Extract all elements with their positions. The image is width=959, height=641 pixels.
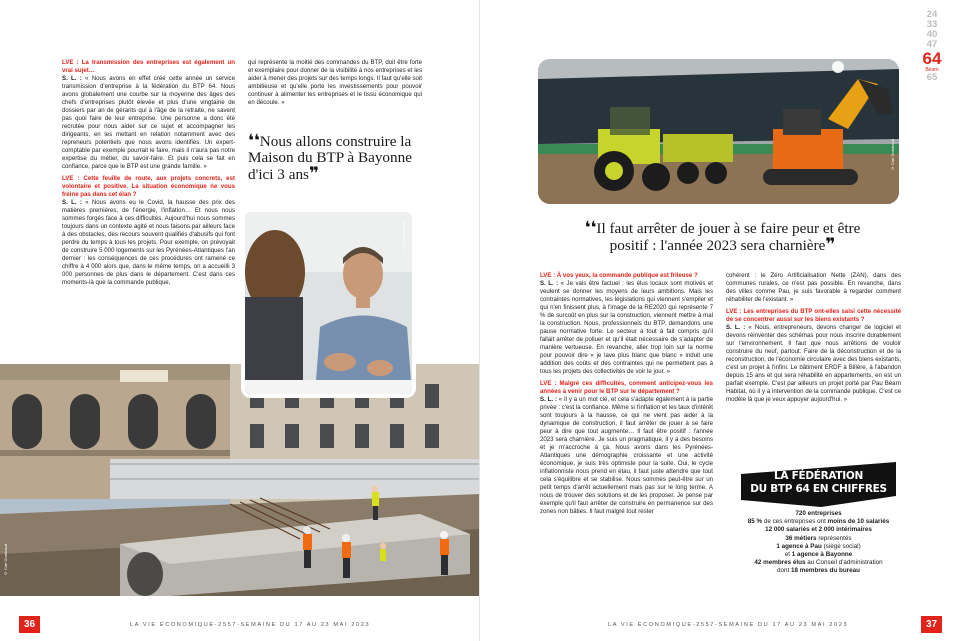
fig-moins-10: moins de 10 salariés xyxy=(827,518,890,526)
tractor-illustration xyxy=(538,59,899,204)
fig-siege: (siège social) xyxy=(823,542,861,550)
close-quote-icon: ❞ xyxy=(825,235,836,255)
fig-dont: dont xyxy=(777,567,792,575)
fig-85-text: de ces entreprises ont xyxy=(763,518,828,526)
left-column-1 xyxy=(62,59,235,290)
dept-47: 47 xyxy=(926,39,938,50)
speaker-tag: S. L. : xyxy=(62,75,82,82)
fig-agence-bayonne: 1 agence à Bayonne xyxy=(791,551,853,559)
footer-right: LA VIE ÉCONOMIQUE-2557-SEMAINE DU 17 AU 23 MAI 2023 xyxy=(608,622,849,628)
answer-commande-publique: « Je vais être factuel : les élus locaux sont motivés et veulent se donner les moyens de leurs ambitions. Mais les contraintes normatives, les législations qui viennent s'empiler et qui n'en finissent plus, à l'image de la RE2020 qui représente 7 % de surcoût en plus sur la construction, viennent mettre à mal la construction. Nous, professionnels du BTP, demandons une pause normative forte. Le secteur a tout à fait compris qu'il fallait arrêter de polluer et qu'il était nécessaire de s'adapter de manière vertueuse. En revanche, aller trop loin sur la norme pour pouvoir dire « je lave plus blanc que blanc » induit une addition des coûts et des contraintes qui ne permettent pas à tous les projets des collectivités de voir le jour. » xyxy=(540,280,713,375)
fig-metiers: 36 métiers xyxy=(785,534,819,542)
federation-title xyxy=(741,470,896,496)
speaker-tag: S. L. : xyxy=(540,280,559,287)
fig-conseil: au Conseil d'administration xyxy=(807,559,883,567)
question-commande-publique: LVE : À vos yeux, la commande publique est frileuse ? xyxy=(540,272,698,279)
tractor-site-photo xyxy=(538,59,899,204)
fig-membres-elus: 42 membres élus xyxy=(754,559,808,567)
question-transmission: LVE : La transmission des entreprises est également un vrai sujet… xyxy=(62,59,235,74)
answer-transmission: « Nous avons en effet créé cette année un service transmission d'entreprise à la fédération du BTP 64. Nous avons globalement une courbe sur la moyenne des âges des chefs d'entreprises plutôt élevée et plus d'une vingtaine de dossiers par an de gérants qui à l'âge de la retraite, ne savent pas quoi faire de leur entreprise. Une personne a donc été recrutée pour nous aider sur ce sujet et accompagner les dirigeants, en les mettant en relation notamment avec des repreneurs potentiels que nous avons identifiés. Un expert-comptable par exemple pourrait le faire, mais il n'aura pas notre expertise du métier, du savoir-faire. Et puis cela se fait en confiance, parce que le BTP est une grande famille. » xyxy=(62,75,235,170)
speaker-tag: S. L. : xyxy=(62,199,82,206)
open-quote-icon: ❛❛ xyxy=(584,218,597,238)
fig-et: et xyxy=(784,551,792,559)
speaker-tag: S. L. : xyxy=(726,324,746,331)
left-pullquote-text: Nous allons construire la Maison du BTP à Bayonne d'ici 3 ans xyxy=(248,133,412,183)
federation-title-line2: DU BTP 64 EN CHIFFRES xyxy=(750,483,887,495)
left-pullquote xyxy=(248,133,428,183)
photo-credit-site: © Carl Gombaud xyxy=(3,544,8,577)
question-annees-a-venir: LVE : Malgré ces difficultés, comment anticipez-vous les années à venir pour le BTP sur le département ? xyxy=(540,380,713,395)
fig-bureau: 18 membres du bureau xyxy=(791,567,860,575)
interview-portrait-photo xyxy=(241,208,416,398)
question-biens-existants: LVE : Les entreprises du BTP ont-elles saisi cette nécessité de se concentrer aussi sur les biens existants ? xyxy=(726,308,901,323)
page-number-right: 37 xyxy=(921,616,942,633)
speaker-tag: S. L. : xyxy=(540,396,557,403)
photo-credit-portrait: © Carl Gombaud xyxy=(401,222,406,255)
federation-figures xyxy=(741,510,896,576)
footer-left: LA VIE ÉCONOMIQUE-2557-SEMAINE DU 17 AU 23 MAI 2023 xyxy=(130,622,371,628)
department-number-index xyxy=(920,10,944,83)
question-feuille-de-route: LVE : Cette feuille de route, aux projets concrets, est volontaire et positive. La situation économique ne vous freine pas dans cet élan ? xyxy=(62,175,235,198)
answer-biens-existants: « Nous, entrepreneurs, devons changer de logiciel et devons réinventer des schémas pour nous inscrire durablement sur l'environnement. Il faut que nous arrêtions de vouloir construire du neuf, partout. Faire de la déconstruction et de la reconstruction, de l'économie circulaire avec des biens existants, c'est un projet à l'infini. Le bâtiment ERDF à Billère, à l'abandon depuis 15 ans et qui sera réhabilité en appartements, en est un parfait exemple. C'est par ailleurs un projet porté par Pau Béarn Habitat, où il y a intervention de la commande publique. C'est ce modèle là que je veux appuyer aujourd'hui. » xyxy=(726,324,901,403)
construction-site-illustration xyxy=(0,364,480,596)
photo-credit-tractor: © Carl Gombaud xyxy=(890,139,895,172)
answer-annees-a-venir: « Il y a un mot clé, et cela s'adapte également à la partie privée : c'est la confiance. Même si l'inflation et les taux d'intérêt sont toujours à la hausse, ce qui ne vient pas aider à la dynamique de construction, il faut arrêter de jouer à se faire peur à dire que tout augmente… Il faut être positif : l'année 2023 sera charnière. Je suis un pragmatique, il y a des besoins et je m'accroche à ça. Nous avons dans les Pyrénées-Atlantiques une démographie croissante et une activité économique, je suis très optimiste pour la suite. Oui, le cycle inflationniste nous prend en étau, il faut juste attendre que tout cela s'équilibre et se stabilise. Nous sommes peut-être sur un petit temps d'arrêt actuellement mais pas sur le long terme. A nous de trouver des solutions et de les proposer. Je pense par exemple qu'il faut arrêter de construire en permanence sur des zones non bâties. Il faut malgré tout rester xyxy=(540,396,714,515)
dept-64-label: Béarn xyxy=(925,67,939,73)
fig-agence-pau: 1 agence à Pau xyxy=(776,542,824,550)
right-pullquote xyxy=(580,220,865,254)
right-pullquote-text: Il faut arrêter de jouer à se faire peur et être positif : l'année 2023 sera charnière xyxy=(596,220,861,254)
portrait-illustration xyxy=(245,212,412,394)
fig-85-percent: 85 % xyxy=(747,518,764,526)
open-quote-icon: ❛❛ xyxy=(248,131,260,151)
dept-40: 40 xyxy=(926,29,938,40)
answer-feuille-de-route: « Nous avons eu le Covid, la hausse des prix des matières premières, de l'énergie, l'inflation… Et nous nous sommes forgés face à ces difficultés. Aujourd'hui nous sommes toujours dans un contexte agité et nous faisons par ailleurs face à des obstacles, des recours souvent qualifiés d'abusifs qui font perdre du temps à tous les projets. Pour exemple, on prévoyait de construire 5 000 logements sur les Pyrénées-Atlantiques l'an dernier : les conséquences de ces procédures ont ramené ce chiffre à 4 000 alors que, dans le même temps, on a accueilli 3 000 personnes de plus dans le département. C'est dans ces moments-là que la commande publique, xyxy=(62,199,235,286)
close-quote-icon: ❞ xyxy=(308,164,319,184)
dept-65: 65 xyxy=(926,72,938,83)
answer-continuation: qui représente la moitié des commandes du BTP, doit être forte et exemplaire pour donner de la visibilité à nos entreprises et les aider à mener des projets sur des temps longs. Il faut qu'elle soit ambitieuse et qu'elle porte les investissements pour pouvoir continuer à alimenter les entreprises et le tissu économique qui en découle. » xyxy=(248,59,422,106)
fig-entreprises: 720 entreprises xyxy=(795,510,842,517)
page-number-left: 36 xyxy=(19,616,40,633)
fig-salaries: 12 000 salariés et 2 000 intérimaires xyxy=(765,526,872,534)
left-column-2 xyxy=(248,59,422,110)
fig-metiers-text: représentés xyxy=(818,534,852,542)
right-column-1 xyxy=(540,272,713,519)
answer-zan-continuation: cohérent : le Zéro Artificialisation Nette (ZAN), dans des communes rurales, ce n'est pas possible. En revanche, dans des villes comme Pau, je suis favorable à regarder comment réhabiliter de l'existant. » xyxy=(726,272,901,303)
right-column-2 xyxy=(726,272,901,407)
dept-33: 33 xyxy=(926,19,938,30)
construction-site-photo xyxy=(0,364,480,596)
dept-24: 24 xyxy=(926,9,938,20)
federation-figures-box xyxy=(741,462,896,582)
dept-64-highlight: 64 xyxy=(922,49,942,68)
federation-title-line1: LA FÉDÉRATION xyxy=(774,470,863,482)
